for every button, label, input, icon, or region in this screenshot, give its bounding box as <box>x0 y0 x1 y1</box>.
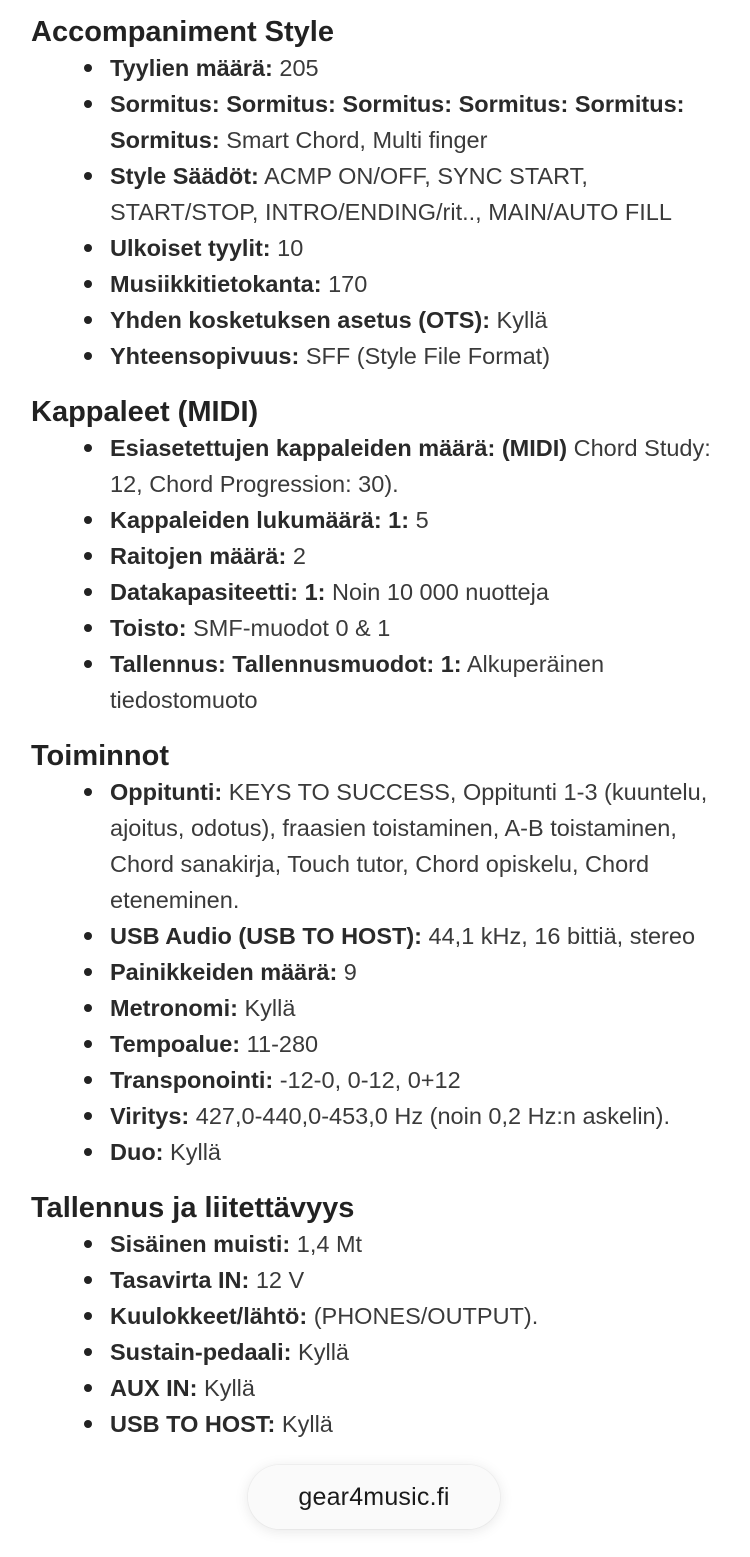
spec-label: USB TO HOST: <box>110 1411 276 1437</box>
section-title: Kappaleet (MIDI) <box>31 396 259 428</box>
spec-item <box>0 338 750 374</box>
spec-value: Kyllä <box>275 1411 333 1437</box>
spec-value: Chord Study: 12, Chord Progression: 30). <box>110 435 711 497</box>
spec-item <box>0 610 750 646</box>
spec-value: KEYS TO SUCCESS, Oppitunti 1-3 (kuuntelu, ajoitus, odotus), fraasien toistaminen, A-B toistaminen, Chord sanakirja, Touch tutor, Chord opiskelu, Chord eteneminen. <box>110 779 708 913</box>
section-toiminnot <box>0 738 750 1170</box>
spec-list <box>0 1226 750 1442</box>
spec-item <box>0 266 750 302</box>
spec-label: Esiasetettujen kappaleiden määrä: (MIDI) <box>110 435 568 461</box>
spec-label: Oppitunti: <box>110 779 223 805</box>
spec-label: Kappaleiden lukumäärä: 1: <box>110 507 410 533</box>
spec-value: Kyllä <box>490 307 548 333</box>
spec-item <box>0 430 750 502</box>
spec-value: Kyllä <box>163 1139 221 1165</box>
spec-item <box>0 230 750 266</box>
spec-label: Toisto: <box>110 615 187 641</box>
spec-value: 44,1 kHz, 16 bittiä, stereo <box>422 923 696 949</box>
spec-label: Datakapasiteetti: 1: <box>110 579 326 605</box>
spec-label: Tyylien määrä: <box>110 55 273 81</box>
spec-value: 9 <box>337 959 357 985</box>
spec-label: Style Säädöt: <box>110 163 259 189</box>
spec-item <box>0 1026 750 1062</box>
spec-value: 5 <box>409 507 429 533</box>
spec-item <box>0 302 750 338</box>
section-tallennus-ja-liitettavyys <box>0 1190 750 1442</box>
spec-item <box>0 1226 750 1262</box>
spec-label: Painikkeiden määrä: <box>110 959 338 985</box>
spec-value: SFF (Style File Format) <box>299 343 551 369</box>
spec-label: USB Audio (USB TO HOST): <box>110 923 423 949</box>
spec-value: 11-280 <box>240 1031 319 1057</box>
section-title: Toiminnot <box>31 740 169 772</box>
spec-label: Musiikkitietokanta: <box>110 271 322 297</box>
spec-list <box>0 430 750 718</box>
url-domain-toast[interactable] <box>248 1465 500 1529</box>
spec-value: Kyllä <box>237 995 296 1021</box>
section-title: Accompaniment Style <box>31 16 334 48</box>
spec-value: 205 <box>272 55 319 81</box>
spec-item <box>0 1134 750 1170</box>
section-kappaleet-midi <box>0 394 750 718</box>
spec-item <box>0 158 750 230</box>
spec-label: Metronomi: <box>110 995 238 1021</box>
spec-label: Kuulokkeet/lähtö: <box>110 1303 308 1329</box>
spec-list <box>0 774 750 1170</box>
spec-item <box>0 86 750 158</box>
spec-value: 2 <box>286 543 306 569</box>
spec-label: Ulkoiset tyylit: <box>110 235 271 261</box>
spec-value: 1,4 Mt <box>290 1231 363 1257</box>
spec-value: Kyllä <box>291 1339 349 1365</box>
spec-list <box>0 50 750 374</box>
spec-label: Duo: <box>110 1139 164 1165</box>
spec-item <box>0 918 750 954</box>
spec-item <box>0 538 750 574</box>
spec-label: Sisäinen muisti: <box>110 1231 291 1257</box>
spec-label: Transponointi: <box>110 1067 274 1093</box>
section-title: Tallennus ja liitettävyys <box>31 1192 355 1224</box>
spec-label: AUX IN: <box>110 1375 198 1401</box>
domain-label: gear4music.fi <box>298 1482 450 1511</box>
spec-label: Yhteensopivuus: <box>110 343 300 369</box>
spec-item <box>0 1370 750 1406</box>
spec-item <box>0 990 750 1026</box>
spec-item <box>0 574 750 610</box>
spec-item <box>0 1098 750 1134</box>
spec-item <box>0 1062 750 1098</box>
spec-item <box>0 1262 750 1298</box>
spec-item <box>0 646 750 718</box>
spec-value: Noin 10 000 nuotteja <box>325 579 549 605</box>
spec-item <box>0 1334 750 1370</box>
spec-item <box>0 954 750 990</box>
section-accompaniment-style <box>0 14 750 374</box>
spec-label: Tasavirta IN: <box>110 1267 250 1293</box>
spec-value: SMF-muodot 0 & 1 <box>186 615 391 641</box>
spec-label: Yhden kosketuksen asetus (OTS): <box>110 307 491 333</box>
spec-item <box>0 50 750 86</box>
spec-label: Sustain-pedaali: <box>110 1339 292 1365</box>
spec-item <box>0 774 750 918</box>
spec-value: Alkuperäinen tiedostomuoto <box>110 651 605 713</box>
spec-item <box>0 502 750 538</box>
spec-value: 170 <box>321 271 368 297</box>
spec-value: ACMP ON/OFF, SYNC START, START/STOP, INTRO/ENDING/rit.., MAIN/AUTO FILL <box>110 163 672 225</box>
spec-value: Kyllä <box>197 1375 255 1401</box>
spec-value: -12-0, 0-12, 0+12 <box>273 1067 461 1093</box>
spec-value: 10 <box>270 235 304 261</box>
spec-label: Sormitus: Sormitus: Sormitus: Sormitus: Sormitus: Sormitus: <box>110 91 685 153</box>
spec-value: 427,0-440,0-453,0 Hz (noin 0,2 Hz:n askelin). <box>189 1103 670 1129</box>
spec-item <box>0 1298 750 1334</box>
spec-value: Smart Chord, Multi finger <box>219 127 488 153</box>
spec-label: Tempoalue: <box>110 1031 241 1057</box>
spec-value: (PHONES/OUTPUT). <box>307 1303 539 1329</box>
spec-label: Tallennus: Tallennusmuodot: 1: <box>110 651 462 677</box>
spec-content <box>0 14 750 1442</box>
spec-item <box>0 1406 750 1442</box>
spec-label: Viritys: <box>110 1103 190 1129</box>
spec-value: 12 V <box>249 1267 305 1293</box>
spec-label: Raitojen määrä: <box>110 543 287 569</box>
